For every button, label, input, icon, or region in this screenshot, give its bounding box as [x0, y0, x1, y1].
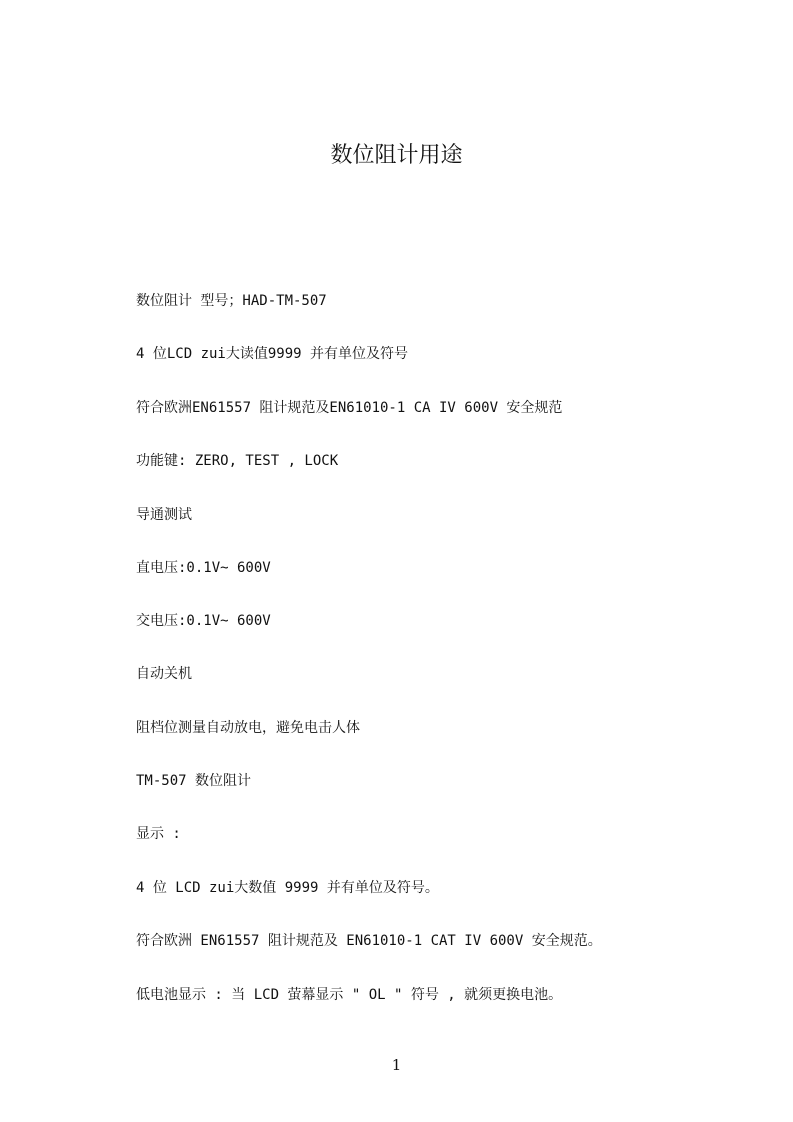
page-number: 1: [391, 1056, 402, 1074]
compliance-line: 符合欧洲 EN61557 阻计规范及 EN61010-1 CAT IV 600V 安全规范。: [136, 933, 602, 949]
dc-voltage-line: 直电压:0.1V~ 600V: [136, 560, 271, 576]
model-heading-line: TM-507 数位阻计: [136, 773, 252, 789]
function-keys-line: 功能键: ZERO, TEST , LOCK: [136, 453, 339, 469]
continuity-test-line: 导通测试: [136, 507, 192, 523]
ac-voltage-line: 交电压:0.1V~ 600V: [136, 613, 271, 629]
standard-line: 符合欧洲EN61557 阻计规范及EN61010-1 CA IV 600V 安全规范: [136, 400, 563, 416]
model-line: 数位阻计 型号；HAD-TM-507: [136, 293, 327, 309]
auto-discharge-line: 阻档位测量自动放电，避免电击人体: [136, 720, 360, 736]
low-battery-line: 低电池显示 : 当 LCD 萤幕显示 " OL " 符号 , 就须更换电池。: [136, 987, 563, 1003]
max-reading-line: 4 位 LCD zui大数值 9999 并有单位及符号。: [136, 880, 439, 896]
page-title: 数位阻计用途: [330, 143, 463, 168]
auto-power-off-line: 自动关机: [136, 666, 192, 682]
display-spec-line: 4 位LCD zui大读值9999 并有单位及符号: [136, 346, 409, 362]
display-heading-line: 显示 :: [136, 826, 181, 842]
